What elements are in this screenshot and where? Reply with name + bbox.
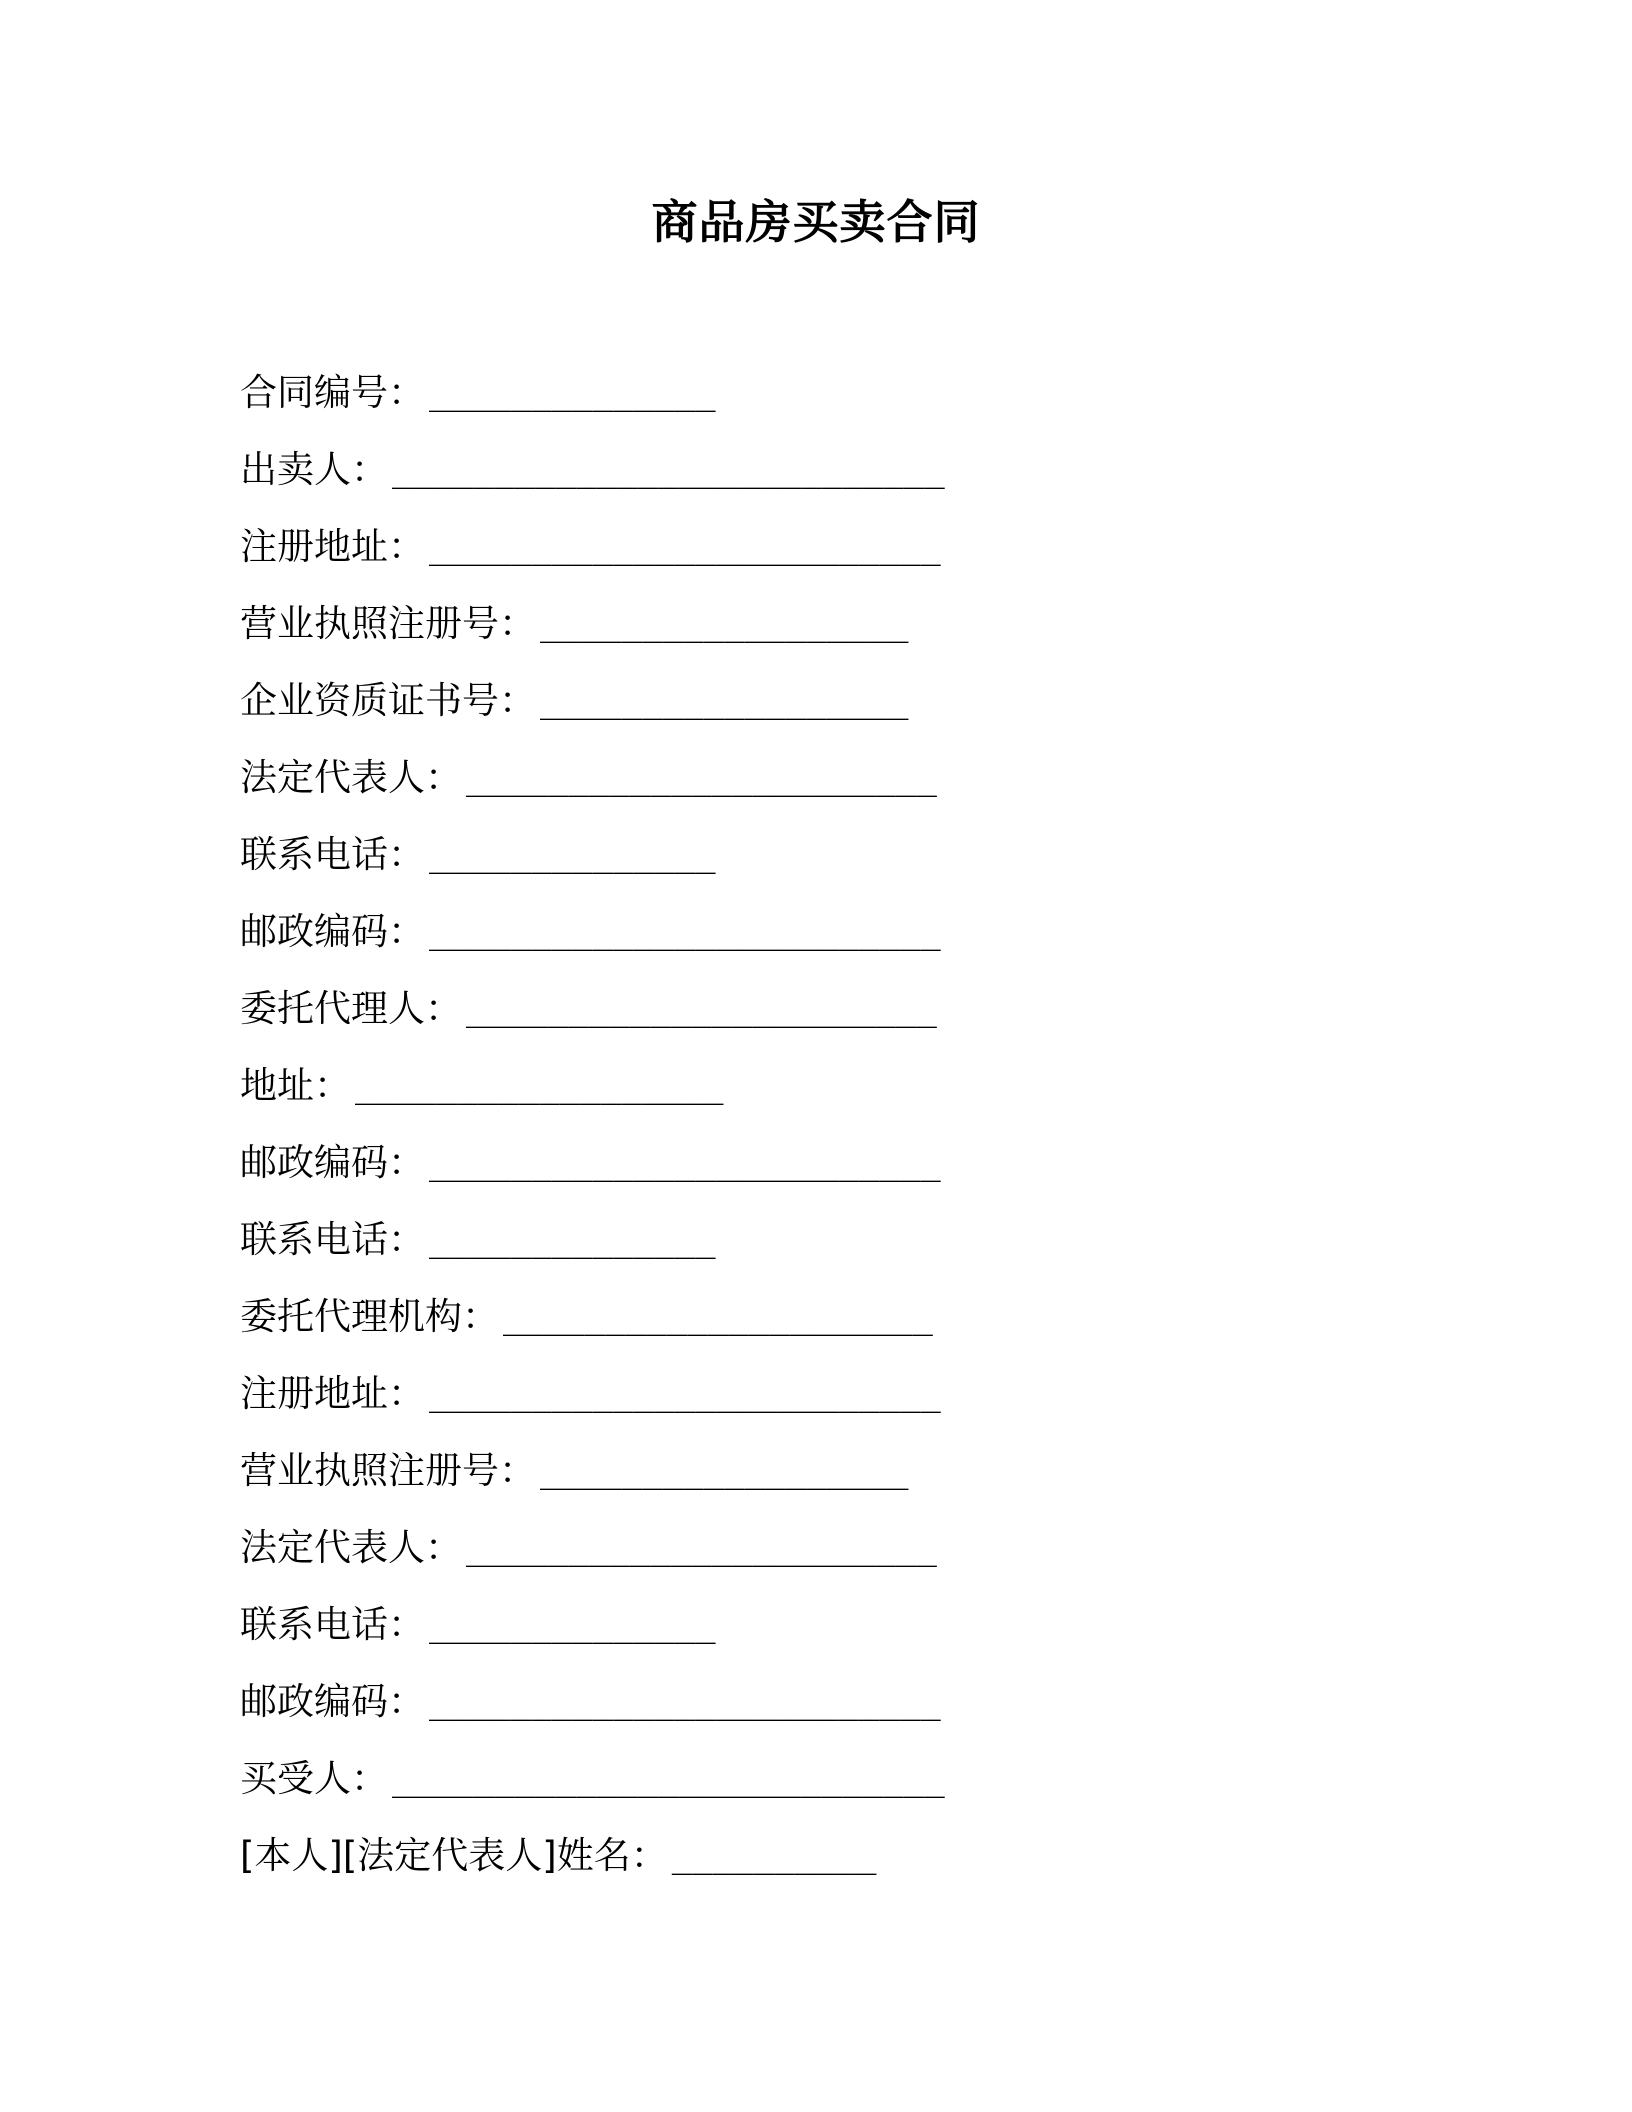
field-label: 联系电话： [240, 1603, 425, 1646]
field-label: 注册地址： [240, 1372, 425, 1415]
field-label: 合同编号： [240, 371, 425, 414]
field-label: 地址： [240, 1064, 351, 1107]
field-contract-number [240, 365, 1440, 442]
field-blank: _________________________ [429, 527, 941, 567]
field-agent-phone [240, 1212, 1440, 1289]
field-label: 委托代理机构： [240, 1295, 499, 1338]
field-seller-registered-address [240, 519, 1440, 596]
field-label: [本人][法定代表人]姓名： [240, 1834, 668, 1877]
field-buyer-name [240, 1828, 1440, 1905]
field-blank: __________________ [540, 604, 909, 644]
field-label: 出卖人： [240, 448, 388, 491]
field-label: 委托代理人： [240, 987, 462, 1030]
field-label: 注册地址： [240, 525, 425, 568]
field-blank: ___________________________ [392, 450, 945, 490]
field-blank: ______________ [429, 373, 716, 413]
field-agent-postal-code [240, 1135, 1440, 1212]
field-blank: _______________________ [466, 1528, 937, 1568]
field-blank: ___________________________ [392, 1759, 945, 1799]
field-blank: _________________________ [429, 1682, 941, 1722]
field-seller-license-number [240, 596, 1440, 673]
field-blank: ______________ [429, 1605, 716, 1645]
field-blank: __________________ [540, 681, 909, 721]
field-label: 法定代表人： [240, 756, 462, 799]
field-label: 营业执照注册号： [240, 1449, 536, 1492]
field-blank: _______________________ [466, 758, 937, 798]
field-agency-postal-code [240, 1674, 1440, 1751]
field-label: 邮政编码： [240, 1680, 425, 1723]
field-authorized-agent [240, 981, 1440, 1058]
field-blank: ______________ [429, 1220, 716, 1260]
field-seller-phone [240, 827, 1440, 904]
field-agent-address [240, 1058, 1440, 1135]
field-label: 联系电话： [240, 833, 425, 876]
field-label: 邮政编码： [240, 1141, 425, 1184]
field-seller-legal-representative [240, 750, 1440, 827]
field-agency [240, 1289, 1440, 1366]
field-blank: __________ [671, 1836, 877, 1876]
field-label: 营业执照注册号： [240, 602, 536, 645]
field-label: 邮政编码： [240, 910, 425, 953]
field-agency-phone [240, 1597, 1440, 1674]
field-blank: _________________________ [429, 1143, 941, 1183]
field-label: 买受人： [240, 1757, 388, 1800]
field-seller-postal-code [240, 904, 1440, 981]
field-blank: __________________ [540, 1451, 909, 1491]
field-agency-license-number [240, 1443, 1440, 1520]
field-label: 企业资质证书号： [240, 679, 536, 722]
field-label: 联系电话： [240, 1218, 425, 1261]
document-title: 商品房买卖合同 [651, 195, 981, 249]
field-seller-qualification-number [240, 673, 1440, 750]
field-blank: _____________________ [503, 1297, 933, 1337]
field-blank: _________________________ [429, 1374, 941, 1414]
field-blank: __________________ [355, 1066, 724, 1106]
field-agency-registered-address [240, 1366, 1440, 1443]
field-agency-legal-representative [240, 1520, 1440, 1597]
contract-fields [240, 365, 1440, 1905]
field-blank: _______________________ [466, 989, 937, 1029]
field-label: 法定代表人： [240, 1526, 462, 1569]
field-buyer [240, 1751, 1440, 1828]
field-blank: ______________ [429, 835, 716, 875]
field-blank: _________________________ [429, 912, 941, 952]
field-seller [240, 442, 1440, 519]
